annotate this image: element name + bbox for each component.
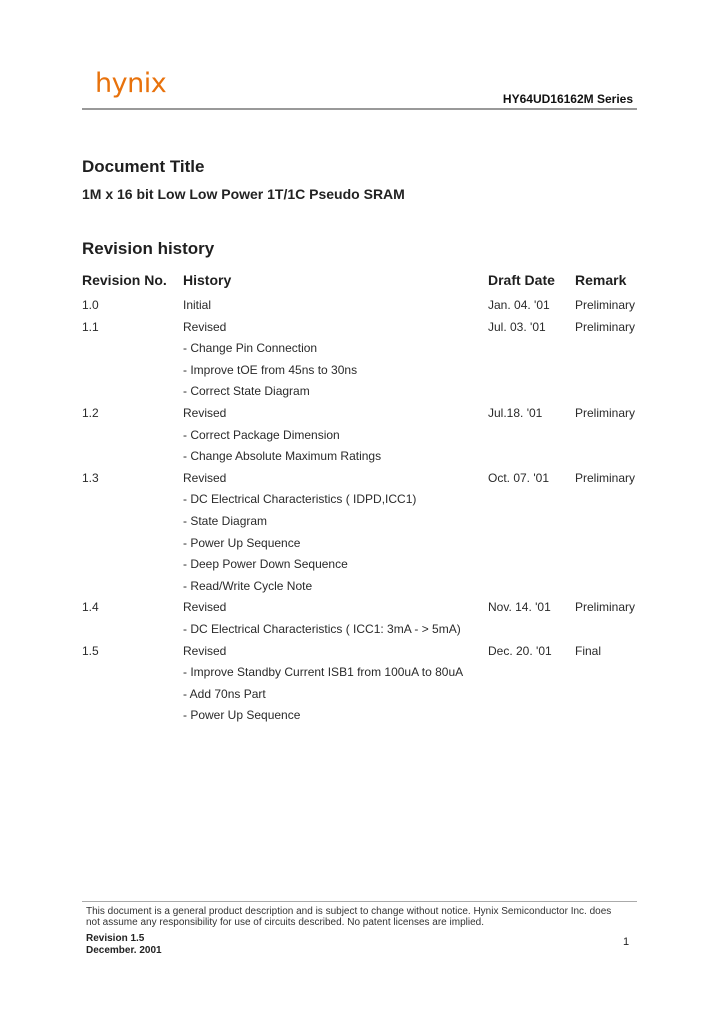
cell-draft-date: Dec. 20. '01 xyxy=(488,643,552,658)
cell-remark: Preliminary xyxy=(575,600,636,615)
footer-date: December. 2001 xyxy=(86,945,162,956)
footer-divider xyxy=(82,901,637,902)
cell-history: - Correct Package Dimension xyxy=(183,427,340,442)
cell-revision-no: 1.5 xyxy=(82,643,99,658)
cell-history: - Read/Write Cycle Note xyxy=(183,578,313,593)
table-row xyxy=(82,596,642,618)
cell-history: Revised xyxy=(183,405,227,420)
table-row xyxy=(82,424,642,446)
table-row xyxy=(82,640,642,662)
document-title-value: 1M x 16 bit Low Low Power 1T/1C Pseudo SRAM xyxy=(82,186,405,202)
cell-draft-date: Jan. 04. '01 xyxy=(488,298,550,312)
table-row xyxy=(82,467,642,489)
footer-revision: Revision 1.5 xyxy=(86,933,145,944)
cell-history: - DC Electrical Characteristics ( ICC1: 3mA - > 5mA) xyxy=(183,621,461,636)
table-row xyxy=(82,532,642,554)
table-row xyxy=(82,294,642,316)
cell-remark: Final xyxy=(575,643,602,658)
table-row xyxy=(82,402,642,424)
cell-history: - Improve tOE from 45ns to 30ns xyxy=(183,362,358,377)
header-divider xyxy=(82,108,637,110)
cell-history: - Power Up Sequence xyxy=(183,708,301,723)
cell-remark: Preliminary xyxy=(575,470,636,485)
revision-history-heading: Revision history xyxy=(82,239,215,258)
col-header-remark: Remark xyxy=(575,272,627,288)
table-row xyxy=(82,488,642,510)
table-row xyxy=(82,337,642,359)
cell-history: - State Diagram xyxy=(183,513,268,528)
cell-draft-date: Jul.18. '01 xyxy=(488,405,543,420)
hynix-logo: hynix xyxy=(95,68,167,99)
series-label: HY64UD16162M Series xyxy=(502,92,633,106)
cell-remark: Preliminary xyxy=(575,405,636,420)
col-header-draft-date: Draft Date xyxy=(488,272,555,288)
table-row xyxy=(82,704,642,726)
revision-table xyxy=(82,272,642,726)
document-title-heading: Document Title xyxy=(82,157,205,176)
cell-history: - Deep Power Down Sequence xyxy=(183,557,348,572)
cell-revision-no: 1.2 xyxy=(82,405,99,420)
cell-history: - DC Electrical Characteristics ( IDPD,ICC1) xyxy=(183,492,417,507)
table-row xyxy=(82,618,642,640)
revision-table-header xyxy=(82,272,642,294)
cell-draft-date: Oct. 07. '01 xyxy=(488,470,549,485)
cell-remark: Preliminary xyxy=(575,298,636,312)
cell-revision-no: 1.1 xyxy=(82,319,99,334)
col-header-history: History xyxy=(183,272,232,288)
cell-revision-no: 1.4 xyxy=(82,600,99,615)
page-number: 1 xyxy=(623,936,630,948)
cell-history: - Power Up Sequence xyxy=(183,535,301,550)
cell-history: Revised xyxy=(183,643,227,658)
col-header-revision-no: Revision No. xyxy=(82,272,167,288)
cell-history: Revised xyxy=(183,600,227,615)
footer-disclaimer: This document is a general product description and is subject to change without notice. Hynix Semiconductor Inc. does not assume any responsibility for use of circuits described. No patent licenses are implied. xyxy=(86,906,612,928)
cell-revision-no: 1.0 xyxy=(82,298,99,312)
table-row xyxy=(82,553,642,575)
cell-remark: Preliminary xyxy=(575,319,636,334)
cell-revision-no: 1.3 xyxy=(82,470,99,485)
revision-rows xyxy=(82,294,642,726)
table-row xyxy=(82,316,642,338)
cell-history: Revised xyxy=(183,319,227,334)
table-row xyxy=(82,661,642,683)
cell-history: - Change Absolute Maximum Ratings xyxy=(183,449,382,464)
table-row xyxy=(82,380,642,402)
cell-history: - Improve Standby Current ISB1 from 100uA to 80uA xyxy=(183,665,464,680)
table-row xyxy=(82,359,642,381)
cell-draft-date: Nov. 14. '01 xyxy=(488,600,551,615)
table-row xyxy=(82,575,642,597)
cell-draft-date: Jul. 03. '01 xyxy=(488,319,546,334)
cell-history: - Change Pin Connection xyxy=(183,341,318,356)
table-row xyxy=(82,445,642,467)
cell-history: - Add 70ns Part xyxy=(183,686,266,701)
cell-history: - Correct State Diagram xyxy=(183,384,310,399)
footer-revision-info xyxy=(86,933,162,957)
cell-history: Revised xyxy=(183,470,227,485)
table-row xyxy=(82,510,642,532)
cell-history: Initial xyxy=(183,298,212,312)
table-row xyxy=(82,683,642,705)
